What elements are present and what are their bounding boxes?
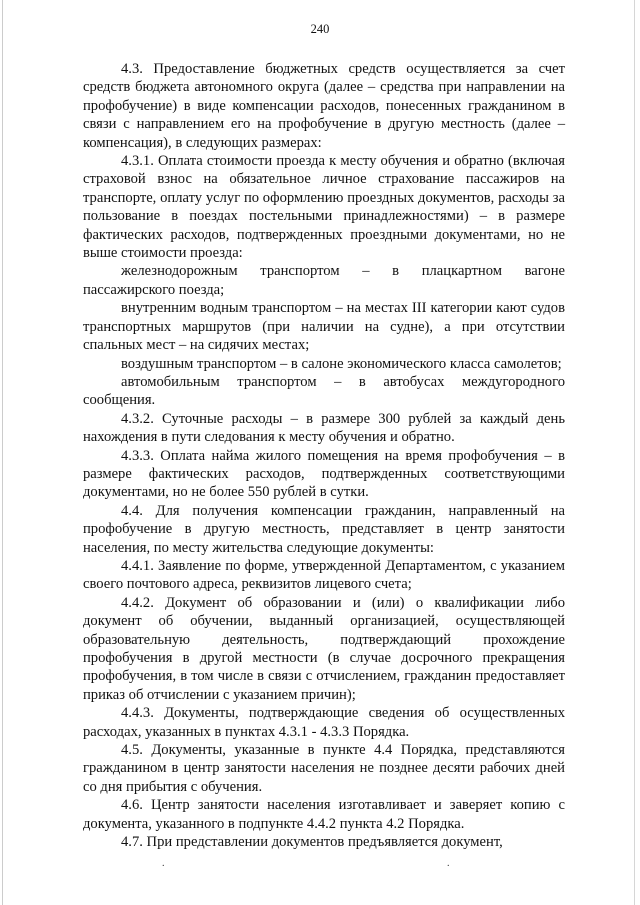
paragraph-4-6: 4.6. Центр занятости населения изготавливает и заверяет копию с документа, указанного в подпункте 4.4.2 пункта 4.2 Порядка. xyxy=(83,797,565,832)
scan-edge-left xyxy=(2,0,3,905)
footer-mark-left: . xyxy=(162,858,165,869)
paragraph-4-4-1: 4.4.1. Заявление по форме, утвержденной Департаментом, с указанием своего почтового адреса, реквизитов лицевого счета; xyxy=(83,557,565,593)
paragraph-4-4: 4.4. Для получения компенсации гражданин, направленный на профобучение в другую местность, представляет в центр занятости населения, по месту жительства следующие документы: xyxy=(83,502,565,556)
paragraph-4-3-1: 4.3.1. Оплата стоимости проезда к месту обучения и обратно (включая страховой взнос на обязательное личное страхование пассажиров на транспорте, оплату услуг по оформлению проездных документов, расходы за пользование в поездах постельными принадлежностями) – в размере фактических расходов, подтвержденных проездными документами, но не выше стоимости проезда: xyxy=(83,153,565,262)
paragraph-4-4-3: 4.4.3. Документы, подтверждающие сведения об осуществленных расходах, указанных в пунктах 4.3.1 - 4.3.3 Порядка. xyxy=(83,705,565,740)
paragraph-road-transport: автомобильным транспортом – в автобусах междугородного сообщения. xyxy=(83,373,565,409)
footer-mark-right: . xyxy=(447,858,450,869)
document-body xyxy=(83,60,565,851)
paragraph-air-transport: воздушным транспортом – в салоне экономического класса самолетов; xyxy=(121,355,562,372)
page-number: 240 xyxy=(310,22,330,36)
paragraph-4-3: 4.3. Предоставление бюджетных средств осуществляется за счет средств бюджета автономного округа (далее – средства при направлении на профобучение) в виде компенсации расходов, понесенных гражданином в связи с направлением его на профобучение в другую местность (далее – компенсация), в следующих размерах: xyxy=(83,61,565,151)
paragraph-4-5: 4.5. Документы, указанные в пункте 4.4 Порядка, представляются гражданином в центр занятости населения не позднее десяти рабочих дней со дня прибытия с обучения. xyxy=(83,742,565,795)
paragraph-4-7: 4.7. При представлении документов предъявляется документ, xyxy=(121,834,503,851)
paragraph-4-3-2: 4.3.2. Суточные расходы – в размере 300 рублей за каждый день нахождения в пути следования к месту обучения и обратно. xyxy=(83,410,565,446)
paragraph-rail-transport: железнодорожным транспортом – в плацкартном вагоне пассажирского поезда; xyxy=(83,263,565,298)
paragraph-4-3-3: 4.3.3. Оплата найма жилого помещения на время профобучения – в размере фактических расходов, подтвержденных соответствующими документами, но не более 550 рублей в сутки. xyxy=(83,447,565,501)
scan-edge-right xyxy=(634,0,635,905)
paragraph-4-4-2: 4.4.2. Документ об образовании и (или) о квалификации либо документ об обучении, выданный организацией, осуществляющей образовательную деятельность, подтверждающий прохождение профобучения в другой местности (в случае досрочного прекращения профобучения, в том числе в связи с отчислением, гражданин предоставляет приказ об отчислении с указанием причин); xyxy=(83,594,565,703)
paragraph-water-transport: внутренним водным транспортом – на местах III категории кают судов транспортных маршрутов (при наличии на судне), а при отсутствии спальных мест – на сидячих местах; xyxy=(83,300,565,354)
